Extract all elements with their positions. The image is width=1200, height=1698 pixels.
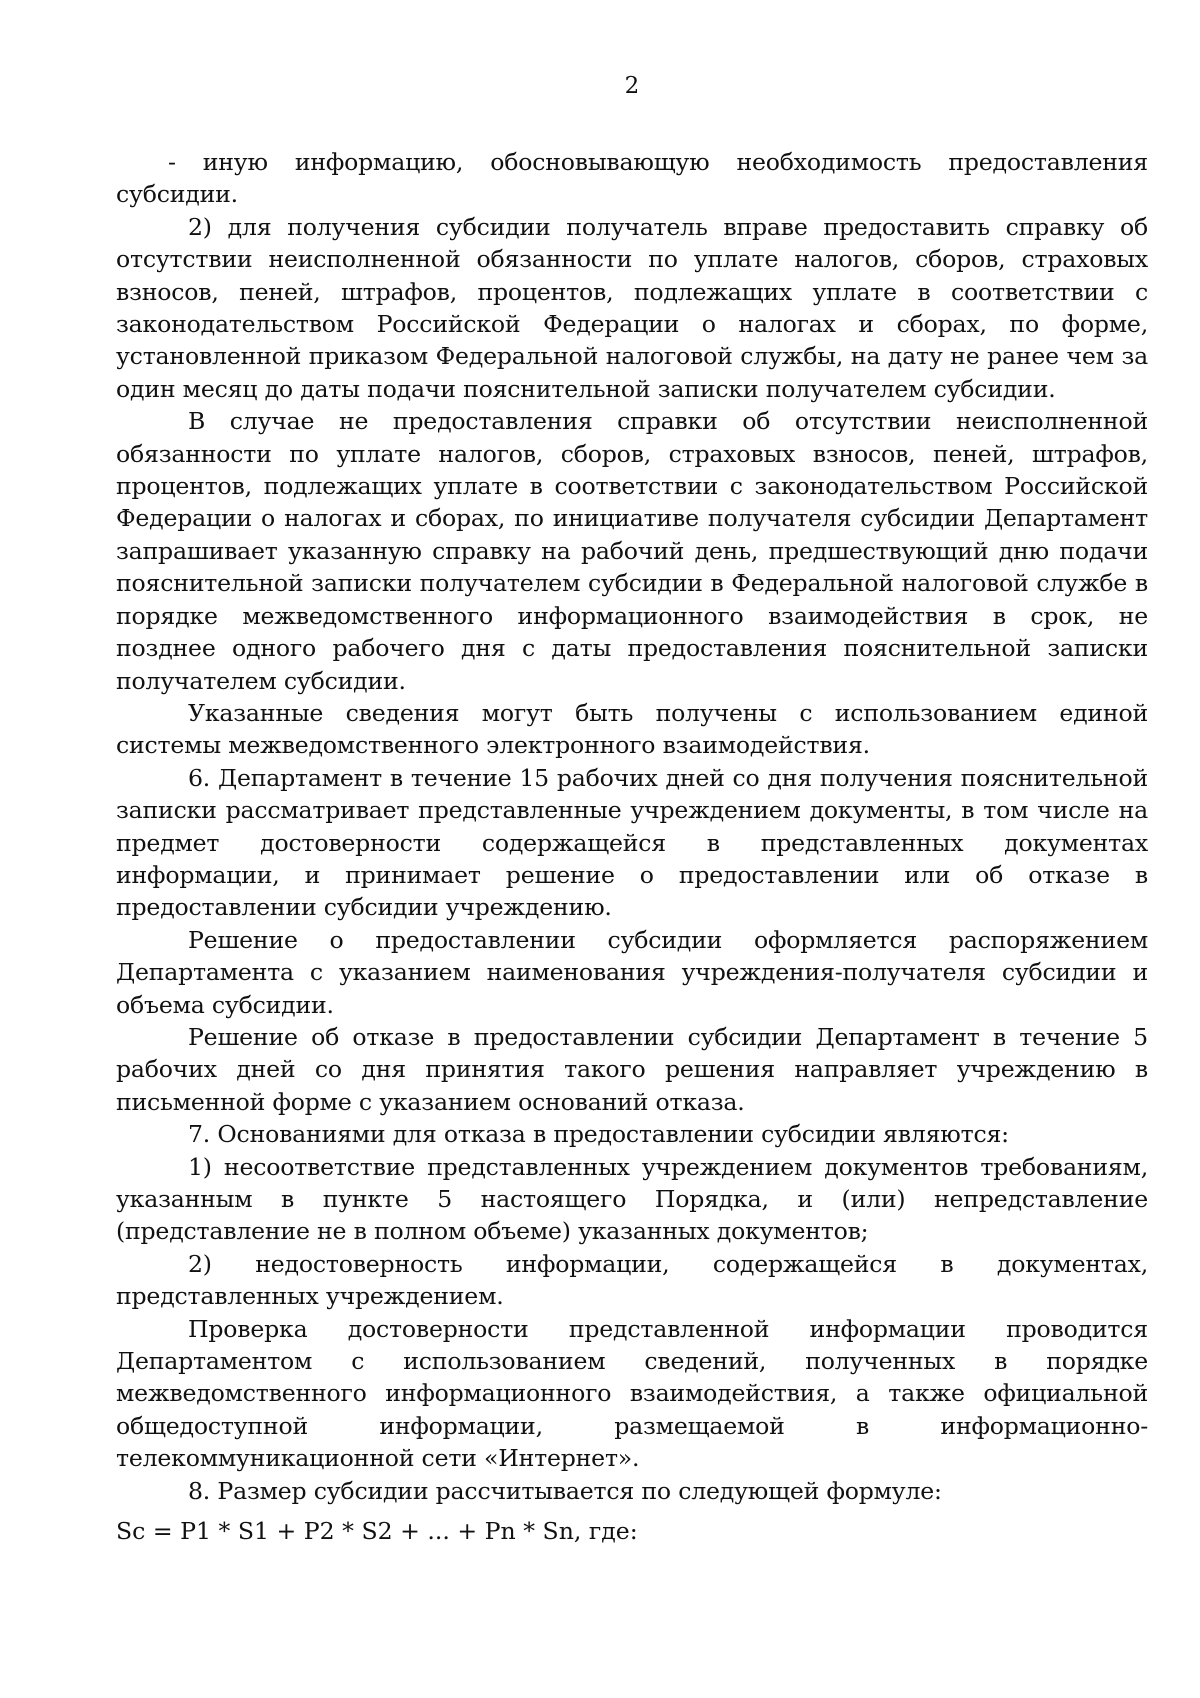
paragraph-refusal-ground-1: 1) несоответствие представленных учреждением документов требованиям, указанным в пункте 5 настоящего Порядка, и (или) непредставление (представление не в полном объеме) указанных документов;: [116, 1152, 1148, 1246]
paragraph-refusal-decision: Решение об отказе в предоставлении субсидии Департамент в течение 5 рабочих дней со дня принятия такого решения направляет учреждению в письменной форме с указанием оснований отказа.: [116, 1022, 1148, 1116]
paragraph-certificate-request: В случае не предоставления справки об отсутствии неисполненной обязанности по уплате налогов, сборов, страховых взносов, пеней, штрафов, процентов, подлежащих уплате в соответствии с законодательством Российской Федерации о налогах и сборах, по инициативе получателя субсидии Департамент запрашивает указанную справку на рабочий день, предшествующий дню подачи пояснительной записки получателем субсидии в Федеральной налоговой службе в порядке межведомственного информационного взаимодействия в срок, не позднее одного рабочего дня с даты предоставления пояснительной записки получателем субсидии.: [116, 407, 1148, 695]
paragraph-tax-certificate: 2) для получения субсидии получатель вправе предоставить справку об отсутствии неисполненной обязанности по уплате налогов, сборов, страховых взносов, пеней, штрафов, процентов, подлежащих уплате в соответствии с законодательством Российской Федерации о налогах и сборах, по форме, установленной приказом Федеральной налоговой службы, на дату не ранее чем за один месяц до даты подачи пояснительной записки получателем субсидии.: [116, 212, 1148, 403]
paragraph-other-information: - иную информацию, обосновывающую необходимость предоставления субсидии.: [116, 148, 1148, 209]
paragraph-verification: Проверка достоверности представленной информации проводится Департаментом с использованием сведений, полученных в порядке межведомственного информационного взаимодействия, а также официальной общедоступной информации, размещаемой в информационно-телекоммуникационной сети «Интернет».: [116, 1314, 1148, 1473]
paragraph-section-6: 6. Департамент в течение 15 рабочих дней со дня получения пояснительной записки рассматривает представленные учреждением документы, в том числе на предмет достоверности содержащейся в представленных документах информации, и принимает решение о предоставлении или об отказе в предоставлении субсидии учреждению.: [116, 763, 1148, 922]
paragraph-section-8: 8. Размер субсидии рассчитывается по следующей формуле:: [188, 1476, 942, 1505]
document-body: [116, 146, 1148, 1507]
paragraph-interagency-system: Указанные сведения могут быть получены с использованием единой системы межведомственного электронного взаимодействия.: [116, 698, 1148, 760]
paragraph-refusal-ground-2: 2) недостоверность информации, содержащейся в документах, представленных учреждением.: [116, 1249, 1148, 1311]
page-number: 2: [624, 73, 640, 99]
subsidy-formula: Sc = P1 * S1 + P2 * S2 + ... + Pn * Sn, где:: [116, 1517, 638, 1545]
paragraph-section-7: 7. Основаниями для отказа в предоставлении субсидии являются:: [188, 1120, 1009, 1149]
paragraph-grant-decision: Решение о предоставлении субсидии оформляется распоряжением Департамента с указанием наименования учреждения-получателя субсидии и объема субсидии.: [116, 925, 1148, 1019]
